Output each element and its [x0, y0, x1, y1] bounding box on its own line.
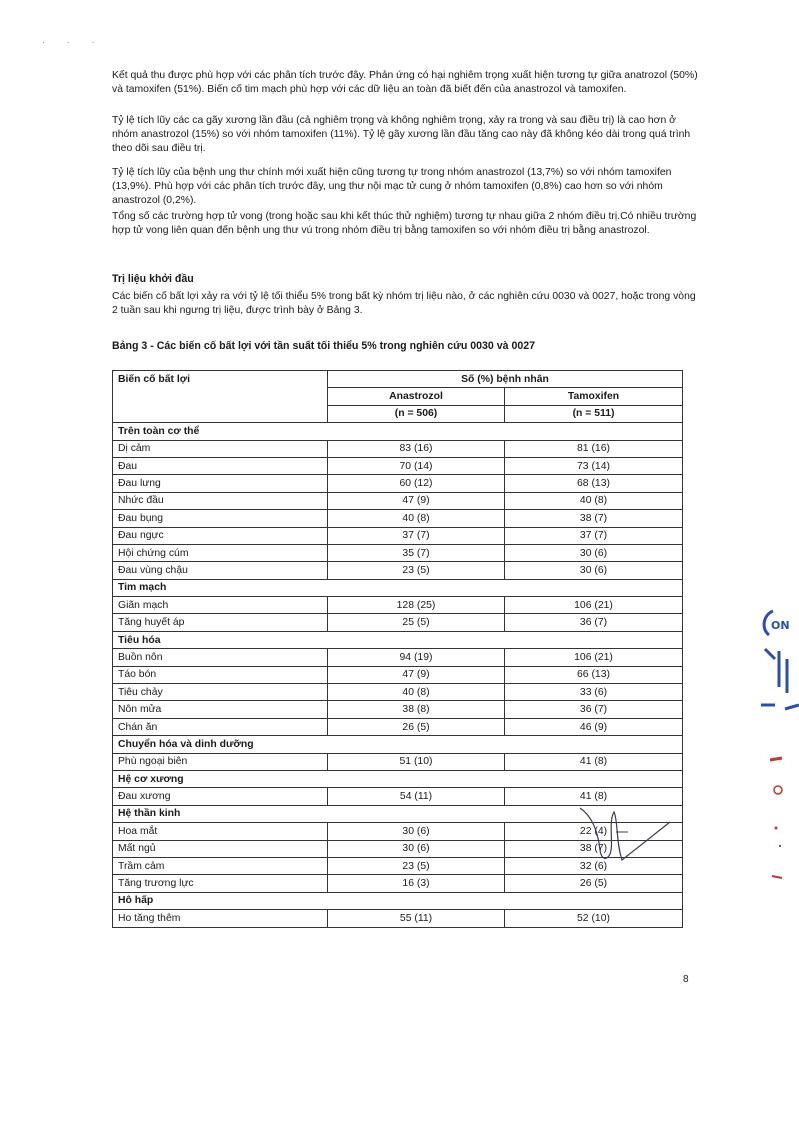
tamoxifen-value: 106 (21) [505, 649, 683, 666]
tamoxifen-value: 52 (10) [505, 910, 683, 927]
tamoxifen-value: 66 (13) [505, 666, 683, 683]
tamoxifen-value: 68 (13) [505, 475, 683, 492]
column-header-anastrozol: Anastrozol [328, 388, 505, 405]
anastrozol-value: 55 (11) [328, 910, 505, 927]
tamoxifen-value: 46 (9) [505, 718, 683, 735]
column-header-group: Số (%) bệnh nhân [328, 371, 683, 388]
table-section-header: Hệ thần kinh [113, 805, 683, 822]
anastrozol-value: 60 (12) [328, 475, 505, 492]
stamp-fragment [755, 605, 799, 715]
event-label: Phù ngoại biên [113, 753, 328, 770]
tamoxifen-value: 38 (7) [505, 510, 683, 527]
anastrozol-value: 38 (8) [328, 701, 505, 718]
table-row [113, 492, 683, 509]
table-row [113, 666, 683, 683]
table-row [113, 649, 683, 666]
table-row [113, 701, 683, 718]
event-label: Nôn mửa [113, 701, 328, 718]
event-label: Hoa mắt [113, 823, 328, 840]
tamoxifen-value: 37 (7) [505, 527, 683, 544]
anastrozol-value: 25 (5) [328, 614, 505, 631]
signature-mark [570, 802, 680, 872]
table-row [113, 527, 683, 544]
table-section-header: Chuyển hóa và dinh dưỡng [113, 736, 683, 753]
table-section-header: Tim mạch [113, 579, 683, 596]
table-row [113, 597, 683, 614]
anastrozol-value: 70 (14) [328, 457, 505, 474]
anastrozol-value: 30 (6) [328, 823, 505, 840]
tamoxifen-value: 38 (7) [505, 840, 683, 857]
event-label: Táo bón [113, 666, 328, 683]
table-row [113, 614, 683, 631]
svg-text:ON: ON [771, 619, 790, 632]
anastrozol-value: 16 (3) [328, 875, 505, 892]
anastrozol-value: 30 (6) [328, 840, 505, 857]
scan-artifact: · · · [42, 38, 105, 47]
stamp-fragment-red [764, 750, 794, 890]
table-section-header: Hệ cơ xương [113, 770, 683, 787]
tamoxifen-value: 81 (16) [505, 440, 683, 457]
tamoxifen-value: 30 (6) [505, 562, 683, 579]
n-tamoxifen: (n = 511) [505, 405, 683, 422]
table-row [113, 544, 683, 561]
tamoxifen-value: 36 (7) [505, 614, 683, 631]
event-label: Mất ngủ [113, 840, 328, 857]
event-label: Buồn nôn [113, 649, 328, 666]
anastrozol-value: 83 (16) [328, 440, 505, 457]
column-header-tamoxifen: Tamoxifen [505, 388, 683, 405]
section-heading: Trị liệu khởi đầu [112, 273, 194, 285]
anastrozol-value: 40 (8) [328, 684, 505, 701]
table-section-header: Tiêu hóa [113, 631, 683, 648]
event-label: Ho tăng thêm [113, 910, 328, 927]
paragraph-results: Kết quả thu được phù hợp với các phân tích trước đây. Phản ứng có hại nghiêm trọng xuất hiện tương tự giữa anatrozol (50%) và tamoxifen (51%). Biến cố tim mạch phù hợp với các dữ liệu an toàn đã biết đến của anastrozol và tamoxifen. [112, 70, 698, 95]
anastrozol-value: 23 (5) [328, 562, 505, 579]
anastrozol-value: 37 (7) [328, 527, 505, 544]
paragraph-deaths: Tổng số các trường hợp tử vong (trong hoặc sau khi kết thúc thử nghiệm) tương tự nhau giữa 2 nhóm điều trị.Có nhiều trường hợp tử vong liên quan đến bệnh ung thư vú trong nhóm điều trị bằng tamoxifen so với nhóm điều trị bằng anastrozol. [112, 211, 697, 236]
tamoxifen-value: 36 (7) [505, 701, 683, 718]
tamoxifen-value: 22 (4) [505, 823, 683, 840]
event-label: Đau xương [113, 788, 328, 805]
tamoxifen-value: 30 (6) [505, 544, 683, 561]
event-label: Nhức đầu [113, 492, 328, 509]
page-number: 8 [683, 974, 689, 985]
event-label: Đau bụng [113, 510, 328, 527]
event-label: Chán ăn [113, 718, 328, 735]
anastrozol-value: 35 (7) [328, 544, 505, 561]
paragraph-cancer: Tỷ lệ tích lũy của bệnh ung thư chính mới xuất hiện cũng tương tự trong nhóm anastrozol (13,7%) so với nhóm tamoxifen (13,9%). Phù hợp với các phân tích trước đây, ung thư nội mạc tử cung ở nhóm tamoxifen (0,8%) cao hơn so với nhóm anastrozol (0,2%). [112, 167, 672, 206]
anastrozol-value: 26 (5) [328, 718, 505, 735]
anastrozol-value: 94 (19) [328, 649, 505, 666]
event-label: Đau [113, 457, 328, 474]
tamoxifen-value: 73 (14) [505, 457, 683, 474]
section-text: Các biến cố bất lợi xảy ra với tỷ lệ tối thiểu 5% trong bất kỳ nhóm trị liệu nào, ở các nghiên cứu 0030 và 0027, hoặc trong vòng 2 tuần sau khi ngưng trị liệu, được trình bày ở Bảng 3. [112, 291, 696, 316]
anastrozol-value: 54 (11) [328, 788, 505, 805]
event-label: Đau vùng chậu [113, 562, 328, 579]
event-label: Tăng trương lực [113, 875, 328, 892]
column-header-event: Biến cố bất lợi [113, 371, 328, 423]
event-label: Tăng huyết áp [113, 614, 328, 631]
anastrozol-value: 23 (5) [328, 857, 505, 874]
tamoxifen-value: 33 (6) [505, 684, 683, 701]
table-row [113, 475, 683, 492]
event-label: Dị cảm [113, 440, 328, 457]
table-section-header: Trên toàn cơ thể [113, 423, 683, 440]
table-row [113, 875, 683, 892]
table-row [113, 753, 683, 770]
event-label: Hội chứng cúm [113, 544, 328, 561]
table-caption: Bảng 3 - Các biến cố bất lợi với tần suất tối thiểu 5% trong nghiên cứu 0030 và 0027 [112, 340, 536, 352]
tamoxifen-value: 32 (6) [505, 857, 683, 874]
table-row [113, 457, 683, 474]
event-label: Đau lưng [113, 475, 328, 492]
event-label: Trầm cảm [113, 857, 328, 874]
tamoxifen-value: 41 (8) [505, 788, 683, 805]
event-label: Tiêu chảy [113, 684, 328, 701]
tamoxifen-value: 40 (8) [505, 492, 683, 509]
table-row [113, 910, 683, 927]
tamoxifen-value: 41 (8) [505, 753, 683, 770]
table-section-header: Hô hấp [113, 892, 683, 909]
paragraph-fractures: Tỷ lệ tích lũy các ca gãy xương lần đầu (cả nghiêm trọng và không nghiêm trọng, xảy ra trong và sau điều trị) là cao hơn ở nhóm anastrozol (15%) so với nhóm tamoxifen (11%). Tỷ lệ gãy xương lần đầu tăng cao này đã không kéo dài trong quá trình theo dõi sau điều trị. [112, 115, 691, 154]
anastrozol-value: 51 (10) [328, 753, 505, 770]
tamoxifen-value: 26 (5) [505, 875, 683, 892]
anastrozol-value: 47 (9) [328, 666, 505, 683]
event-label: Đau ngực [113, 527, 328, 544]
tamoxifen-value: 106 (21) [505, 597, 683, 614]
table-row [113, 562, 683, 579]
table-row [113, 440, 683, 457]
anastrozol-value: 47 (9) [328, 492, 505, 509]
table-row [113, 718, 683, 735]
anastrozol-value: 40 (8) [328, 510, 505, 527]
event-label: Giãn mạch [113, 597, 328, 614]
anastrozol-value: 128 (25) [328, 597, 505, 614]
table-row [113, 510, 683, 527]
table-row [113, 684, 683, 701]
n-anastrozol: (n = 506) [328, 405, 505, 422]
